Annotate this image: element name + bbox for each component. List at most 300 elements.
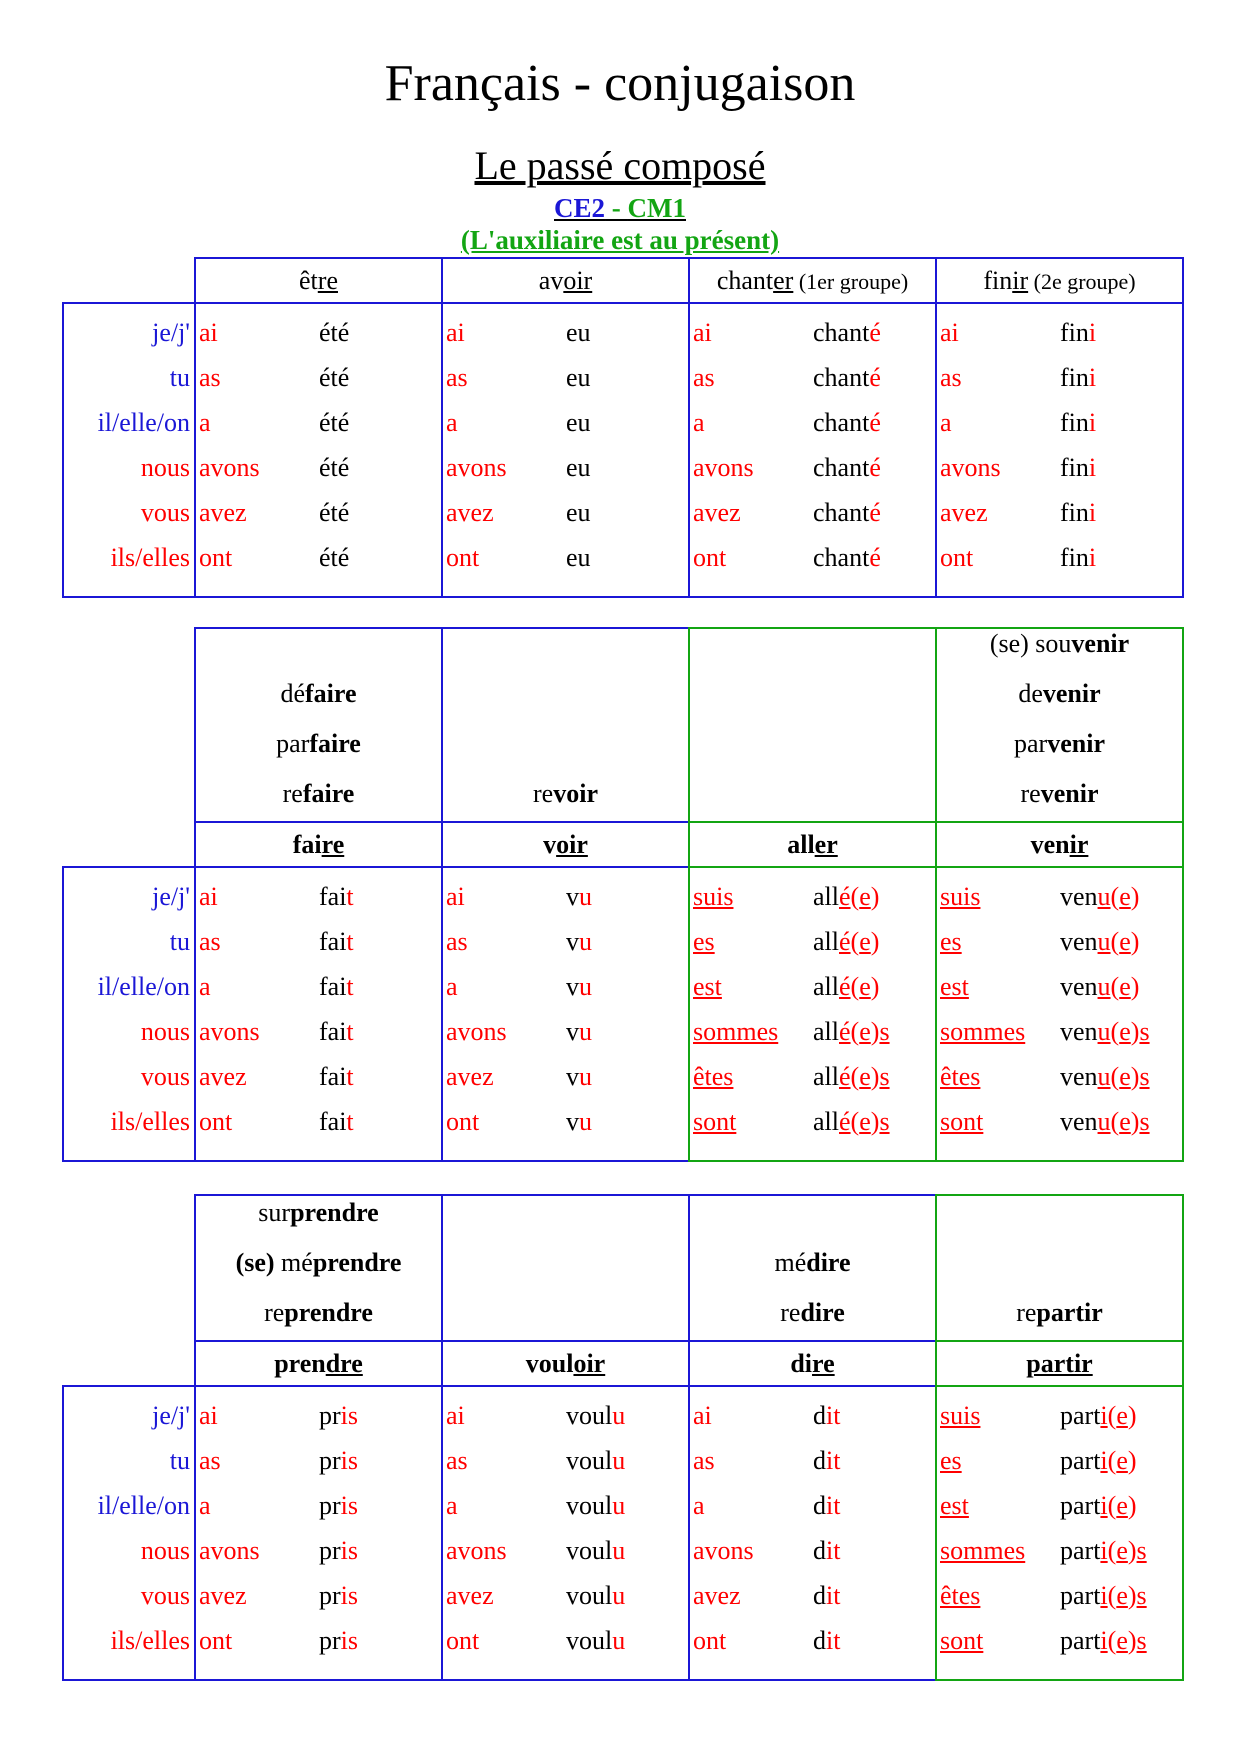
text-segment: e [1119,1107,1131,1136]
text-segment: e [859,1062,871,1091]
grade-level-sep: - [605,193,628,223]
auxiliary-verb: a [199,408,211,437]
text-segment: s [1136,1581,1147,1610]
text-segment: is [340,1626,359,1655]
text-segment: ) [1127,1536,1137,1565]
text-segment: u [1097,882,1111,911]
text-segment: u [579,1107,592,1136]
text-segment: e [1119,882,1131,911]
verb-header-cell [441,821,690,868]
past-participle [1060,353,1096,403]
text-segment: voul [566,1581,613,1610]
verb-infinitive [1031,830,1089,860]
pronoun: je/j' [152,1401,190,1430]
past-participle [813,353,881,403]
text-segment: é [839,927,851,956]
derived-verbs-cell [935,1194,1184,1342]
text-segment: faire [302,779,355,808]
text-segment: u [579,882,592,911]
past-participle [1060,308,1096,358]
text-segment: é [869,408,881,437]
past-participle-text [319,1446,358,1475]
derived-verb-text [1016,1298,1103,1327]
past-participle-text [813,498,881,527]
text-segment: it [826,1581,841,1610]
derived-verb-text [276,729,361,758]
text-segment: all [813,1107,839,1136]
text-segment: ) [1130,927,1140,956]
text-segment: v [566,1017,579,1046]
text-segment: ( [1107,1536,1117,1565]
text-segment: par [276,729,310,758]
past-participle-text [1060,1491,1137,1520]
text-segment: di [790,1348,813,1378]
text-segment: i [1100,1446,1108,1475]
text-segment: dé [280,679,306,708]
text-segment: (1er groupe) [793,268,909,294]
verb-infinitive [293,830,345,860]
text-segment: u [579,1017,592,1046]
text-segment: ( [850,972,860,1001]
past-participle [566,488,591,538]
auxiliary-verb: est [940,1491,969,1520]
auxiliary-verb: a [446,1491,458,1520]
past-participle [813,1616,840,1666]
text-segment: it [826,1491,841,1520]
auxiliary-verb: ont [446,543,480,572]
auxiliary-verb: êtes [940,1062,981,1091]
past-participle-text [1060,1107,1150,1136]
pronoun: tu [169,1446,190,1475]
text-segment: voul [566,1491,613,1520]
past-participle [813,1097,890,1147]
auxiliary-verb: ont [446,1107,480,1136]
verb-infinitive [1026,1349,1092,1379]
past-participle-text [813,1626,840,1655]
auxiliary-verb: avez [693,498,741,527]
verb-header-cell [441,1340,690,1387]
text-segment: venir [1071,629,1130,658]
past-participle-text [319,972,354,1001]
auxiliary-verb: avez [199,1581,247,1610]
text-segment: ) [1130,1107,1140,1136]
text-segment: u [612,1536,626,1565]
text-segment: i [1100,1536,1108,1565]
derived-verbs-cell [194,1194,443,1342]
past-participle [319,917,354,967]
past-participle [813,308,881,358]
text-segment: fai [319,927,347,956]
past-participle-text [1060,543,1096,572]
text-segment: u [612,1581,626,1610]
past-participle-text [566,1626,625,1655]
auxiliary-verb: ont [446,1626,480,1655]
text-segment: ( [850,1062,860,1091]
past-participle-text [1060,408,1096,437]
derived-verb-text [264,1298,373,1327]
text-segment: s [879,1062,890,1091]
text-segment: chant [813,408,870,437]
derived-verb [990,619,1129,669]
derived-verb [280,669,356,719]
past-participle-text [1060,318,1096,347]
past-participle-text [1060,1017,1150,1046]
text-segment: ( [850,882,860,911]
text-segment: fin [1060,498,1089,527]
auxiliary-verb: a [199,1491,211,1520]
text-segment: été [319,498,350,527]
past-participle-text [319,543,349,572]
text-segment: chant [813,363,870,392]
text-segment: ir [1012,265,1029,295]
past-participle-text [566,1536,625,1565]
grade-level [0,192,1240,224]
text-segment: t [346,1107,354,1136]
text-segment: i [1088,363,1097,392]
text-segment: é [869,318,881,347]
pronoun: il/elle/on [97,972,190,1001]
text-segment: e [859,1107,871,1136]
text-segment: ir [1069,829,1089,859]
auxiliary-verb: êtes [940,1581,981,1610]
auxiliary-verb: avons [199,453,260,482]
text-segment: eu [566,543,591,572]
past-participle-text [813,543,881,572]
auxiliary-verb: avons [199,1536,260,1565]
text-segment: av [538,265,564,295]
past-participle-text [319,1062,354,1091]
derived-verb [236,1238,402,1288]
text-segment: chant [813,318,870,347]
auxiliary-verb: as [693,1446,715,1475]
past-participle-text [1060,498,1096,527]
text-segment: s [1139,1062,1150,1091]
past-participle [319,1526,358,1576]
pronoun: il/elle/on [97,408,190,437]
past-participle-text [813,1446,840,1475]
text-segment: prendre [290,1198,379,1227]
text-segment: pr [319,1581,341,1610]
text-segment: pr [319,1626,341,1655]
past-participle [1060,872,1139,922]
verb-header-cell [194,1340,443,1387]
text-segment: t [346,972,354,1001]
text-segment: partir [1026,1348,1093,1378]
past-participle-text [813,1581,840,1610]
text-segment: e [859,1017,871,1046]
past-participle [566,1616,625,1666]
text-segment: fin [1060,318,1089,347]
text-segment: part [1060,1626,1101,1655]
derived-verb [780,1288,845,1338]
past-participle [566,1526,625,1576]
text-segment: all [813,1017,839,1046]
text-segment: s [1136,1536,1147,1565]
text-segment: ( [1110,972,1120,1001]
auxiliary-verb: avez [446,1062,494,1091]
text-segment: fin [1060,543,1089,572]
text-segment: re [533,779,554,808]
auxiliary-verb: as [446,363,468,392]
text-segment: ( [1107,1491,1117,1520]
text-segment: ) [1127,1581,1137,1610]
past-participle [319,962,354,1012]
text-segment: t [346,1062,354,1091]
text-segment: ( [850,1017,860,1046]
auxiliary-verb: as [940,363,962,392]
text-segment: u [579,1062,592,1091]
past-participle [1060,443,1096,493]
grade-level-ce2: CE2 [554,193,606,223]
verb-infinitive [299,266,338,296]
text-segment: ( [1107,1581,1117,1610]
text-segment: faire [305,679,357,708]
auxiliary-verb: a [446,408,458,437]
auxiliary-verb: ont [693,1626,727,1655]
text-segment: fin [983,265,1013,295]
verb-header-cell [194,821,443,868]
auxiliary-verb: sont [940,1626,984,1655]
text-segment: is [340,1401,359,1430]
past-participle-text [319,882,354,911]
text-segment: part [1060,1581,1101,1610]
derived-verbs-cell [935,627,1184,823]
text-segment: is [340,1581,359,1610]
text-segment: é [869,363,881,392]
text-segment: mé [274,1248,313,1277]
text-segment: e [1116,1446,1128,1475]
past-participle-text [319,1017,354,1046]
derived-verb-text [236,1248,402,1277]
text-segment: fai [292,829,322,859]
past-participle [566,398,591,448]
text-segment: re [321,829,345,859]
auxiliary-verb: est [940,972,969,1001]
text-segment: ( [850,927,860,956]
text-segment: é [839,1062,851,1091]
text-segment: ) [870,1062,880,1091]
past-participle [566,308,591,358]
text-segment: s [1136,1626,1147,1655]
past-participle [1060,962,1139,1012]
past-participle-text [566,1581,625,1610]
auxiliary-verb: ai [199,318,218,347]
text-segment: ( [1107,1446,1117,1475]
past-participle [319,1436,358,1486]
text-segment: prendre [284,1298,373,1327]
text-segment: all [813,927,839,956]
text-segment: été [319,318,350,347]
derived-verbs-cell [688,1194,937,1342]
text-segment: de [1018,679,1043,708]
text-segment: mé [774,1248,807,1277]
pronoun: je/j' [152,318,190,347]
text-segment: e [1116,1626,1128,1655]
text-segment: i [1088,453,1097,482]
text-segment: s [879,1017,890,1046]
pronoun: vous [140,1581,190,1610]
page-title: Français - conjugaison [384,55,856,112]
derived-verb [533,769,598,819]
text-segment: ) [1130,882,1140,911]
text-segment: t [346,1017,354,1046]
text-segment: part [1060,1491,1101,1520]
text-segment: ven [1060,1017,1098,1046]
derived-verb [1016,1288,1103,1338]
text-segment: voul [566,1626,613,1655]
past-participle [1060,1097,1150,1147]
past-participle-text [813,972,879,1001]
auxiliary-verb: avez [199,498,247,527]
auxiliary-verb: as [693,363,715,392]
past-participle [566,917,592,967]
past-participle-text [813,1107,890,1136]
text-segment: chant [813,498,870,527]
text-segment: fai [319,1062,347,1091]
text-segment: é [839,882,851,911]
past-participle [813,872,879,922]
past-participle-text [319,927,354,956]
derived-verbs-cell [441,627,690,823]
text-segment: s [1139,1017,1150,1046]
text-segment: d [813,1401,826,1430]
text-segment: ( [1110,1062,1120,1091]
past-participle [319,1391,358,1441]
text-segment: été [319,408,350,437]
past-participle [566,872,592,922]
text-segment: é [839,1107,851,1136]
text-segment: ( [1110,927,1120,956]
past-participle [1060,1571,1147,1621]
past-participle-text [1060,972,1139,1001]
past-participle [319,488,349,538]
text-segment: v [566,972,579,1001]
text-segment: u [612,1446,626,1475]
text-segment: eu [566,498,591,527]
text-segment: e [1119,972,1131,1001]
verb-header-cell [935,257,1184,304]
text-segment: part [1060,1401,1101,1430]
past-participle [319,443,349,493]
past-participle [1060,1616,1147,1666]
text-segment: é [869,543,881,572]
derived-verb-text [280,679,356,708]
auxiliary-verb: ai [199,1401,218,1430]
pronoun: ils/elles [110,1107,190,1136]
verb-infinitive [787,830,838,860]
text-segment: fin [1060,363,1089,392]
text-segment: (se) [235,1248,275,1277]
text-segment: ) [870,972,880,1001]
auxiliary-verb: suis [940,1401,981,1430]
text-segment: e [1116,1581,1128,1610]
past-participle-text [1060,1062,1150,1091]
text-segment: ) [1130,1062,1140,1091]
text-segment: i [1100,1491,1108,1520]
past-participle-text [566,882,592,911]
text-segment: chant [716,265,774,295]
past-participle [319,872,354,922]
text-segment: e [1119,1017,1131,1046]
past-participle [566,1007,592,1057]
auxiliary-verb: avons [693,453,754,482]
text-segment: é [839,972,851,1001]
verb-infinitive [274,1349,363,1379]
auxiliary-verb: ai [940,318,959,347]
text-segment: pr [319,1536,341,1565]
auxiliary-verb: êtes [693,1062,734,1091]
past-participle-text [813,882,879,911]
auxiliary-verb: avez [446,1581,494,1610]
past-participle [566,533,591,583]
past-participle-text [566,1017,592,1046]
past-participle [319,1481,358,1531]
past-participle [813,1391,840,1441]
text-segment: u [579,927,592,956]
auxiliary-verb: sont [940,1107,984,1136]
past-participle-text [813,1401,840,1430]
text-segment: u [1097,1062,1111,1091]
derived-verbs-cell [194,627,443,823]
past-participle-text [319,453,349,482]
text-segment: fin [1060,408,1089,437]
text-segment: ven [1060,927,1098,956]
text-segment: v [566,1062,579,1091]
verb-infinitive [790,1349,834,1379]
text-segment: pren [274,1348,326,1378]
auxiliary-verb: suis [693,882,734,911]
past-participle-text [1060,1581,1147,1610]
text-segment: is [340,1446,359,1475]
past-participle [319,1052,354,1102]
text-segment: par [1014,729,1048,758]
text-segment: v [566,882,579,911]
auxiliary-verb: sommes [693,1017,779,1046]
text-segment: dire [800,1298,845,1327]
text-segment: été [319,453,350,482]
text-segment: ) [1127,1401,1137,1430]
text-segment: re [282,779,303,808]
text-segment: v [543,829,557,859]
auxiliary-verb: avons [199,1017,260,1046]
past-participle [1060,488,1096,538]
text-segment: re [1016,1298,1037,1327]
past-participle-text [319,1491,358,1520]
past-participle-text [1060,1446,1137,1475]
text-segment: e [1119,927,1131,956]
past-participle [813,962,879,1012]
verb-infinitive [526,1349,605,1379]
text-segment: dre [325,1348,363,1378]
pronoun: vous [140,1062,190,1091]
past-participle [1060,1007,1150,1057]
text-segment: all [813,972,839,1001]
text-segment: dire [806,1248,851,1277]
text-segment: êt [299,265,318,295]
auxiliary-verb: es [940,1446,962,1475]
past-participle [1060,1481,1137,1531]
text-segment: ( [1107,1401,1117,1430]
auxiliary-verb: est [693,972,722,1001]
text-segment: oir [573,1348,606,1378]
text-segment: partir [1036,1298,1103,1327]
text-segment: chant [813,543,870,572]
text-segment: v [566,1107,579,1136]
past-participle [566,353,591,403]
text-segment: (2e groupe) [1028,268,1136,294]
text-segment: voul [525,1348,574,1378]
past-participle-text [566,1401,625,1430]
